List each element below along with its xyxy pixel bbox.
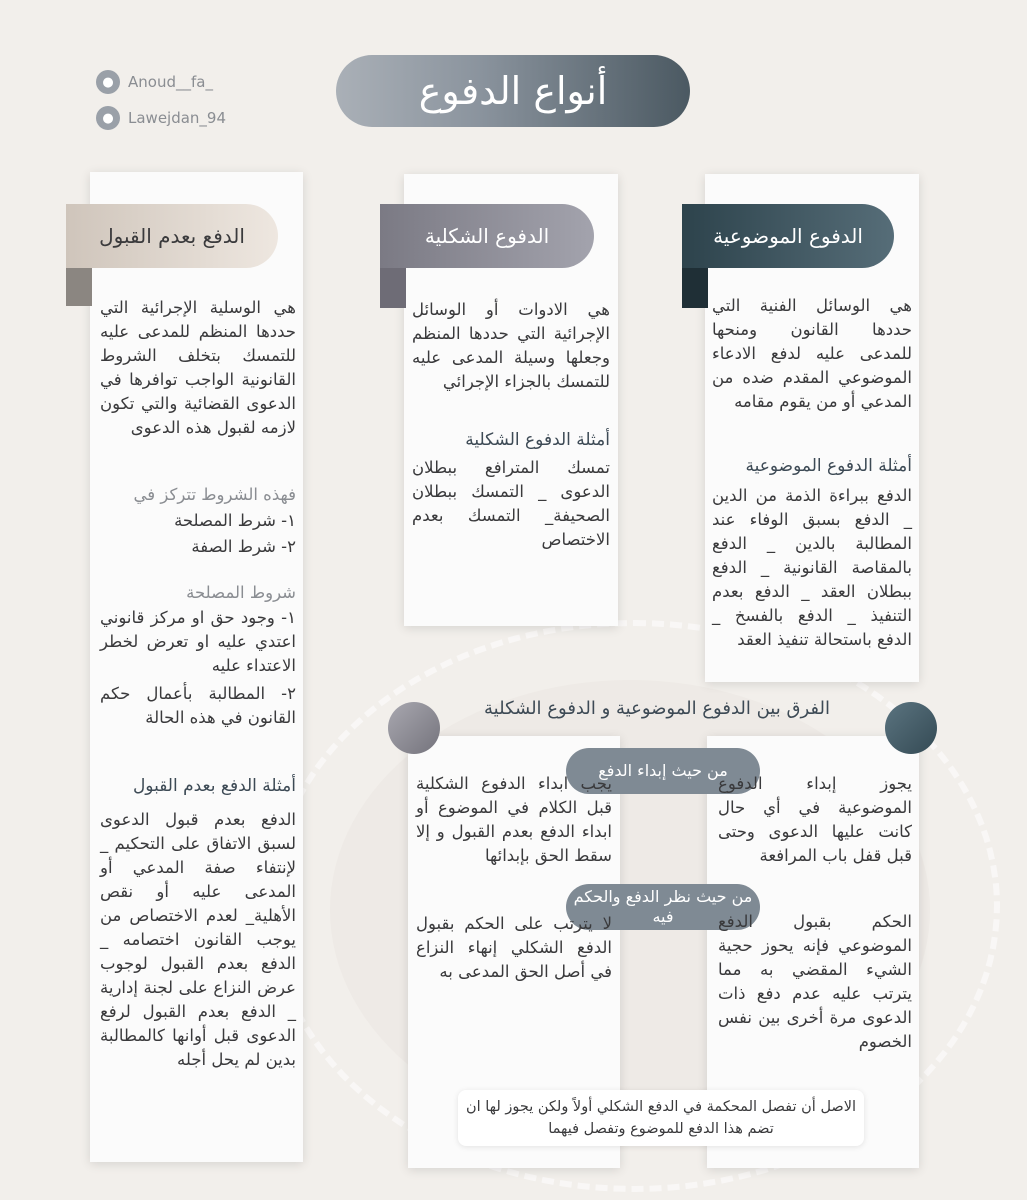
condition-2: ٢- شرط الصفة [191,537,296,556]
substantive-raising: يجوز إبداء الدفوع الموضوعية في أي حال كانت عليها الدعوى وحتى قبل قفل باب المرافعة [718,774,912,865]
dot-substantive [885,702,937,754]
comparison-title: الفرق بين الدفوع الموضوعية و الدفوع الشكلية [484,698,830,719]
formal-examples-title: أمثلة الدفوع الشكلية [465,430,610,450]
substantive-definition: هي الوسائل الفنية التي حددها القانون ومنحها للمدعى عليه لدفع الادعاء الموضوعي المقدم ضده من المدعي أو من يقوم مقامه [712,296,912,411]
ribbon-tail [66,264,92,306]
handle-1[interactable]: ● Anoud__fa_ [96,70,213,94]
inadmissibility-heading: الدفع بعدم القبول [66,204,278,268]
formal-raising: يجب ابداء الدفوع الشكلية قبل الكلام في الموضوع أو ابداء الدفع بعدم القبول و إلا سقط الحق بإبدائها [416,774,612,865]
dot-formal [388,702,440,754]
conditions-intro: فهذه الشروط تتركز في [133,485,296,504]
formal-examples: تمسك المترافع ببطلان الدعوى _ التمسك ببطلان الصحيفة_ التمسك بعدم الاختصاص [412,458,610,549]
ribbon-tail [380,266,406,308]
inadmissibility-examples: الدفع بعدم قبول الدعوى لسبق الاتفاق على التحكيم _ لإنتفاء صفة المدعي أو المدعى عليه أو نقص الأهلية_ لعدم الاختصاص من يوجب القانون اختصامه _ الدفع بعدم القبول لوجوب عرض النزاع على لجنة إدارية _ الدفع بعدم القبول لرفع الدعوى قبل أوانها كالمطالبة بدين لم يحل أجله [100,810,296,1069]
formal-definition: هي الادوات أو الوسائل الإجرائية التي حددها المنظم وجعلها وسيلة المدعى عليه للتمسك بالجزاء الإجرائي [412,300,610,391]
substantive-ruling: الحكم بقبول الدفع الموضوعي فإنه يحوز حجية الشيء المقضي به مما يترتب عليه عدم دفع ذات الدعوى مرة أخرى بين نفس الخصوم [718,912,912,1051]
formal-ruling: لا يترتب على الحكم بقبول الدفع الشكلي إنهاء النزاع في أصل الحق المدعى به [416,914,612,981]
pill-ruling: من حيث نظر الدفع والحكم فيه [566,884,760,930]
page-title: أنواع الدفوع [336,55,690,127]
pill-raising: من حيث إبداء الدفع [566,748,760,794]
snapchat-icon: ● [96,106,120,130]
interest-title: شروط المصلحة [186,583,296,602]
note-box: الاصل أن تفصل المحكمة في الدفع الشكلي أولاً ولكن يجوز لها ان تضم هذا الدفع للموضوع وتفصل فيهما [458,1090,864,1146]
interest-item-2: ٢- المطالبة بأعمال حكم القانون في هذه الحالة [100,684,296,727]
ribbon-tail [682,266,708,308]
inadmissibility-examples-title: أمثلة الدفع بعدم القبول [132,776,296,796]
formal-heading: الدفوع الشكلية [380,204,594,268]
substantive-examples: الدفع ببراءة الذمة من الدين _ الدفع بسبق الوفاء عند المطالبة بالدين _ الدفع بالمقاصة القانونية _ الدفع ببطلان العقد _ الدفع بعدم التنفيذ _ الدفع بالفسخ _ الدفع باستحالة تنفيذ العقد [712,486,912,649]
substantive-heading: الدفوع الموضوعية [682,204,894,268]
snapchat-icon: ● [96,70,120,94]
interest-item-1: ١- وجود حق او مركز قانوني اعتدي عليه او تعرض لخطر الاعتداء عليه [100,608,296,675]
handle-2[interactable]: ● Lawejdan_94 [96,106,226,130]
substantive-examples-title: أمثلة الدفوع الموضوعية [745,456,912,476]
inadmissibility-definition: هي الوسلية الإجرائية التي حددها المنظم للمدعى عليه للتمسك بتخلف الشروط القانونية الواجب توافرها في الدعوى القضائية والتي تكون لازمه لقبول هذه الدعوى [100,298,296,437]
condition-1: ١- شرط المصلحة [174,511,296,530]
